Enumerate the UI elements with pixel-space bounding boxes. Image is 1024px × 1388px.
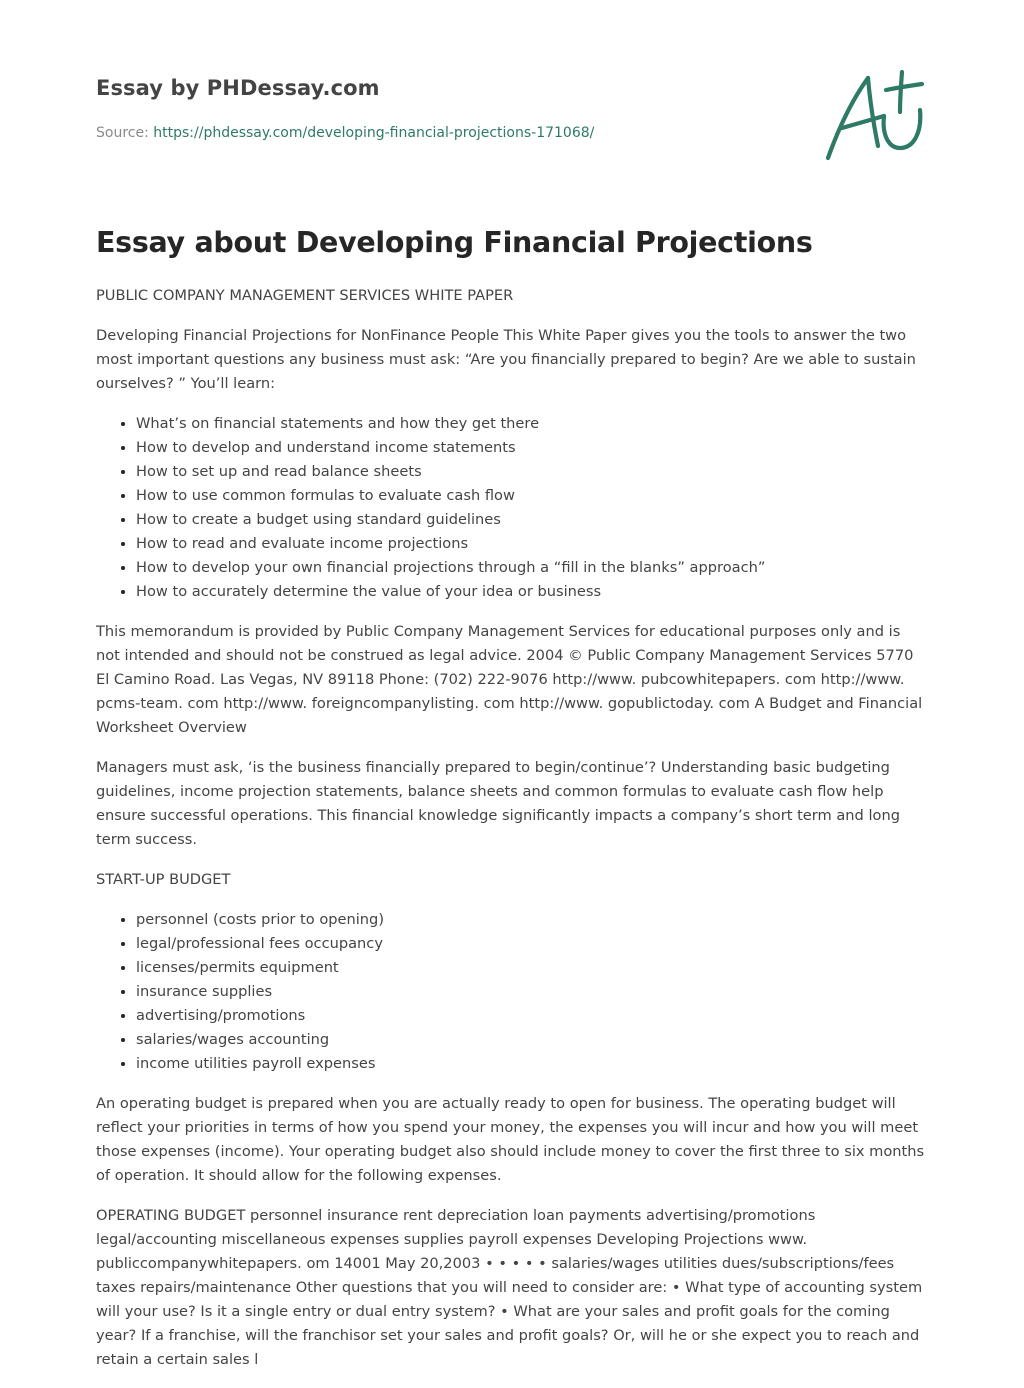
source-label: Source: xyxy=(96,125,149,141)
list-item: • income utilities payroll expenses xyxy=(136,1052,928,1076)
intro-paragraph: Developing Financial Projections for NonFinance People This White Paper gives you the tools to answer the two most important questions any business must ask: “Are you financially prepared to begin? Are we able to sustain ourselves? ” You’ll learn: xyxy=(96,327,916,392)
learn-list xyxy=(96,412,928,604)
list-item: • salaries/wages accounting xyxy=(136,1028,928,1052)
operating-intro-paragraph: An operating budget is prepared when you are actually ready to open for business. The operating budget will reflect your priorities in terms of how you spend your money, the expenses you will incur and how you will meet those expenses (income). Your operating budget also should include money to cover the first three to six months of operation. It should allow for the following expenses. xyxy=(96,1095,925,1184)
list-item: • personnel (costs prior to opening) xyxy=(136,908,928,932)
a-plus-logo-icon xyxy=(824,68,924,164)
section-heading-white-paper: PUBLIC COMPANY MANAGEMENT SERVICES WHITE PAPER xyxy=(96,287,514,304)
essay-body xyxy=(96,284,928,1388)
section-heading-startup-budget: START-UP BUDGET xyxy=(96,871,231,888)
list-item: • How to develop your own financial projections through a “fill in the blanks” approach” xyxy=(136,556,928,580)
list-item: • legal/professional fees occupancy xyxy=(136,932,928,956)
site-header xyxy=(96,0,928,180)
list-item: • What’s on financial statements and how they get there xyxy=(136,412,928,436)
list-item: • How to use common formulas to evaluate cash flow xyxy=(136,484,928,508)
site-title: Essay by PHDessay.com xyxy=(96,76,380,100)
startup-budget-list xyxy=(96,908,928,1076)
page xyxy=(96,0,928,1368)
essay-title: Essay about Developing Financial Projections xyxy=(96,226,813,259)
operating-budget-paragraph: OPERATING BUDGET personnel insurance rent depreciation loan payments advertising/promotions legal/accounting miscellaneous expenses supplies payroll expenses Developing Projections www. publiccompanywhitepapers. om 14001 May 20,2003 • • • • • salaries/wages utilities dues/subscriptions/fees taxes repairs/maintenance Other questions that you will need to consider are: • What type of accounting system will your use? Is it a single entry or dual entry system? • What are your sales and profit goals for the coming year? If a franchise, will the franchisor set your sales and profit goals? Or, will he or she expect you to reach and retain a certain sales l xyxy=(96,1207,923,1368)
source-link[interactable]: https://phdessay.com/developing-financial-projections-171068/ xyxy=(153,125,595,141)
source-line xyxy=(96,125,594,141)
list-item: • advertising/promotions xyxy=(136,1004,928,1028)
list-item: • How to read and evaluate income projections xyxy=(136,532,928,556)
list-item: • insurance supplies xyxy=(136,980,928,1004)
memo-paragraph: This memorandum is provided by Public Company Management Services for educational purposes only and is not intended and should not be construed as legal advice. 2004 © Public Company Management Services 5770 El Camino Road. Las Vegas, NV 89118 Phone: (702) 222-9076 http://www. pubcowhitepapers. com http://www. pcms-team. com http://www. foreigncompanylisting. com http://www. gopublictoday. com A Budget and Financial Worksheet Overview xyxy=(96,623,923,736)
list-item: • licenses/permits equipment xyxy=(136,956,928,980)
list-item: • How to accurately determine the value of your idea or business xyxy=(136,580,928,604)
managers-paragraph: Managers must ask, ‘is the business financially prepared to begin/continue’? Understanding basic budgeting guidelines, income projection statements, balance sheets and common formulas to evaluate cash flow help ensure successful operations. This financial knowledge significantly impacts a company’s short term and long term success. xyxy=(96,759,900,848)
list-item: • How to set up and read balance sheets xyxy=(136,460,928,484)
list-item: • How to develop and understand income statements xyxy=(136,436,928,460)
list-item: • How to create a budget using standard guidelines xyxy=(136,508,928,532)
